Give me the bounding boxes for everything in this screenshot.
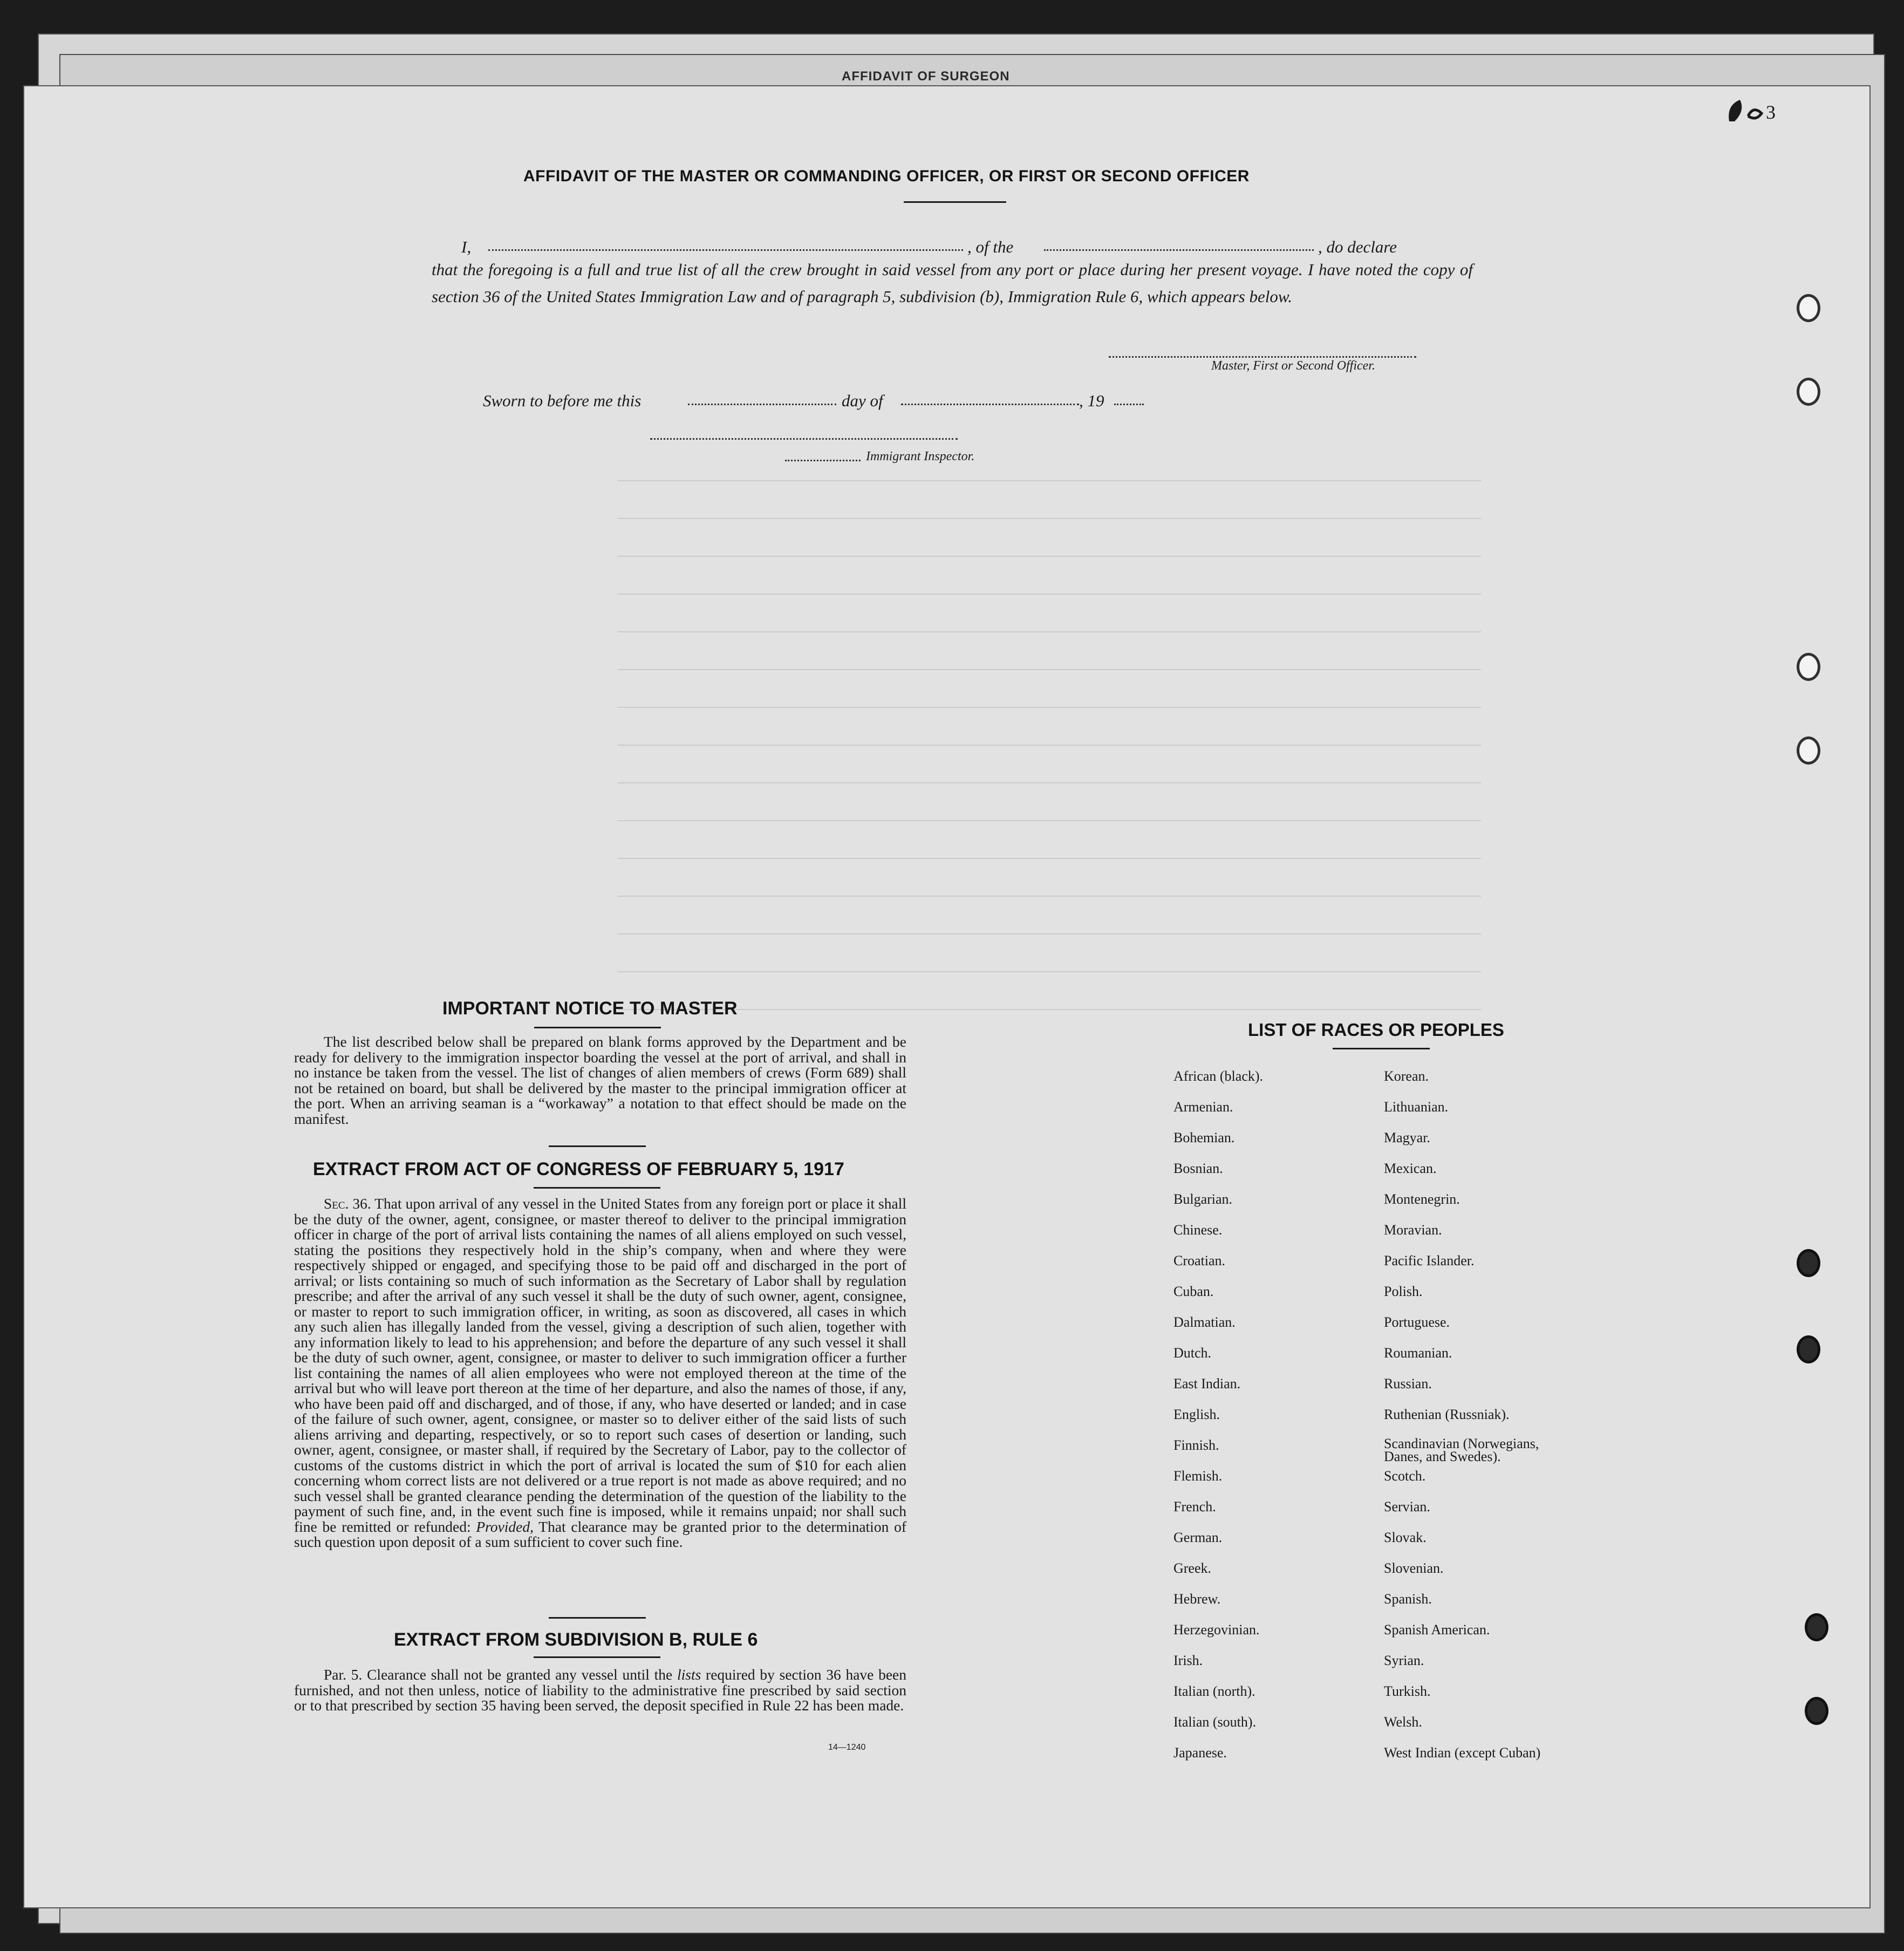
extract-rule-title-rule <box>534 1656 660 1658</box>
lists-word: lists <box>677 1666 701 1683</box>
sworn-month-field[interactable] <box>901 404 1079 405</box>
race-item: West Indian (except Cuban) <box>1384 1745 1541 1761</box>
declaration-line <box>461 237 471 257</box>
section-text-main: That upon arrival of any vessel in the United States from any foreign port or place it shall be the duty of the owner, agent, consignee, or master thereof to deliver to the principal immigration officer in charge of the port of arrival lists containing the names of all aliens employed on such vessel, stating the positions they respectively hold in the ship’s company, when and where they were respectively shipped or engaged, and specifying those to be paid off and discharged in the port of arrival; or lists containing so much of such information as the Secretary of Labor shall by regulation prescribe; and after the arrival of any such vessel it shall be the duty of such owner, agent, consignee, or master to report to such immigration officer, in writing, as soon as discovered, all cases in which any such alien has illegally landed from the vessel, giving a description of such alien, together with any information likely to lead to his apprehension; and before the departure of any such vessel it shall be the duty of such owner, agent, consignee, or master to deliver to such immigration officer a further list containing the names of all alien employees who were not employed thereon at the time of the arrival but who will leave port thereon at the time of her departure, and also the names of those, if any, who have been paid off and discharged, and of those, if any, who have deserted or landed; and in case of the failure of such owner, agent, consignee, or master so to deliver either of the said lists of such aliens arriving and departing, respectively, or so to report such cases of desertion or landing, such owner, agent, consignee, or master shall, if required by the Secretary of Labor, pay to the collector of customs of the customs district in which the port of arrival is located the sum of $10 for each alien concerning whom correct lists are not delivered or a true report is not made as above required; and no such vessel shall be granted clearance pending the determination of the question of the liability to the payment of such fine, and, in the event such fine is imposed, while it remains unpaid; nor shall such fine be remitted or refunded: <box>294 1195 906 1535</box>
race-item: Scandinavian (Norwegians, Danes, and Swedes). <box>1384 1436 1539 1464</box>
section-text-end: That clearance may be granted prior to the determination of such question upon deposit of a sum sufficient to cover such fine. <box>294 1518 906 1550</box>
race-item: Chinese. <box>1173 1222 1223 1238</box>
name-field[interactable] <box>488 249 963 251</box>
race-item: Russian. <box>1384 1376 1432 1391</box>
race-item: Magyar. <box>1384 1130 1430 1145</box>
master-signature-field[interactable] <box>1109 356 1416 358</box>
race-item: French. <box>1173 1499 1216 1515</box>
inspector-signature-field[interactable] <box>650 438 958 440</box>
race-item: Turkish. <box>1384 1683 1431 1699</box>
form-number: 14—1240 <box>828 1743 866 1752</box>
race-item: Dutch. <box>1173 1345 1212 1361</box>
notice-paragraph: The list described below shall be prepared on blank forms approved by the Department and be ready for delivery to the immigration inspector boarding the vessel at the port of arrival, and shall in no instance be taken from the vessel. The list of changes of alien members of crews (Form 689) shall not be retained on board, but shall be delivered by the master to the principal immigration officer at the port. When an arriving seaman is a “workaway” a notation to that effect should be made on the manifest. <box>294 1033 906 1127</box>
race-item: Irish. <box>1173 1653 1203 1668</box>
extract-rule-title: EXTRACT FROM SUBDIVISION B, RULE 6 <box>394 1629 758 1650</box>
rule-text-start: Par. 5. Clearance shall not be granted any vessel until the <box>324 1666 673 1683</box>
extract-act-text <box>294 1196 906 1550</box>
sworn-day-of: day of <box>842 391 883 410</box>
sworn-year: , 19 <box>1079 391 1104 410</box>
race-item: Roumanian. <box>1384 1345 1452 1361</box>
race-item: Montenegrin. <box>1384 1191 1460 1207</box>
race-item: German. <box>1173 1530 1223 1545</box>
race-item: Flemish. <box>1173 1468 1223 1484</box>
race-item: Spanish. <box>1384 1591 1432 1607</box>
binder-hole <box>1797 1335 1820 1363</box>
race-item: Korean. <box>1384 1068 1429 1084</box>
race-item: Bulgarian. <box>1173 1191 1233 1207</box>
race-item: Cuban. <box>1173 1284 1214 1299</box>
race-item: English. <box>1173 1407 1220 1422</box>
extract-act-title: EXTRACT FROM ACT OF CONGRESS OF FEBRUARY 5, 1917 <box>313 1159 844 1179</box>
affidavit-title-rule <box>904 201 1006 203</box>
binder-hole <box>1805 1613 1828 1641</box>
extract-act-end-rule <box>549 1617 646 1619</box>
master-signature-label: Master, First or Second Officer. <box>1211 359 1375 373</box>
race-item: Greek. <box>1173 1560 1212 1576</box>
declaration-of-the: , of the <box>967 237 1014 256</box>
races-title: LIST OF RACES OR PEOPLES <box>1248 1020 1504 1040</box>
race-item: Lithuanian. <box>1384 1099 1449 1115</box>
extract-rule-text <box>294 1667 906 1714</box>
corner-page-mark <box>1724 94 1783 127</box>
race-item: Slovenian. <box>1384 1560 1444 1576</box>
binder-hole <box>1797 1249 1820 1277</box>
race-item: Pacific Islander. <box>1384 1253 1475 1268</box>
provided-label: Provided, <box>476 1518 534 1535</box>
race-item: Finnish. <box>1173 1437 1219 1453</box>
extract-rule-paragraph <box>294 1667 906 1714</box>
svg-text:3: 3 <box>1766 101 1776 123</box>
sworn-text: Sworn to before me this <box>483 391 642 410</box>
sworn-day-field[interactable] <box>688 404 836 405</box>
notice-title: IMPORTANT NOTICE TO MASTER <box>442 998 738 1019</box>
binder-hole <box>1797 294 1820 322</box>
sworn-year-field[interactable] <box>1114 404 1144 405</box>
race-item: Croatian. <box>1173 1253 1226 1268</box>
extract-act-paragraph <box>294 1196 906 1550</box>
race-item: African (black). <box>1173 1068 1264 1084</box>
notice-text <box>294 1034 906 1127</box>
declaration-i: I, <box>461 237 472 256</box>
race-item: Slovak. <box>1384 1530 1427 1545</box>
race-item: East Indian. <box>1173 1376 1241 1391</box>
inspector-prefix-dots <box>785 460 861 461</box>
race-item: Portuguese. <box>1384 1314 1450 1330</box>
binder-hole <box>1805 1697 1828 1725</box>
vessel-field[interactable] <box>1044 249 1314 251</box>
races-title-rule <box>1333 1048 1430 1049</box>
race-item: Bohemian. <box>1173 1130 1235 1145</box>
declaration-body: that the foregoing is a full and true list of all the crew brought in said vessel from any port or place during her present voyage. I have noted the copy of section 36 of the United States Immigration Law and of paragraph 5, subdivision (b), Immigration Rule 6, which appears below. <box>432 260 1473 306</box>
notice-end-rule <box>549 1145 646 1147</box>
race-item: Dalmatian. <box>1173 1314 1236 1330</box>
race-item: Bosnian. <box>1173 1161 1223 1176</box>
race-item: Scotch. <box>1384 1468 1426 1484</box>
section-label: Sec. 36. <box>324 1195 371 1212</box>
form-sheet <box>24 86 1869 1907</box>
inspector-label: Immigrant Inspector. <box>866 449 975 463</box>
binder-hole <box>1797 378 1820 406</box>
race-item: Moravian. <box>1384 1222 1442 1238</box>
affidavit-title: AFFIDAVIT OF THE MASTER OR COMMANDING OFFICER, OR FIRST OR SECOND OFFICER <box>523 167 1250 185</box>
handwritten-mark-icon <box>1724 94 1783 127</box>
race-item: Mexican. <box>1384 1161 1437 1176</box>
race-item: Italian (north). <box>1173 1683 1255 1699</box>
declaration-declare: , do declare <box>1318 237 1397 256</box>
race-item: Armenian. <box>1173 1099 1233 1115</box>
race-item: Servian. <box>1384 1499 1430 1515</box>
notice-title-rule <box>534 1027 661 1028</box>
race-item: Japanese. <box>1173 1745 1227 1761</box>
race-item: Hebrew. <box>1173 1591 1221 1607</box>
race-item: Welsh. <box>1384 1714 1422 1730</box>
race-item: Syrian. <box>1384 1653 1424 1668</box>
extract-act-title-rule <box>534 1187 660 1189</box>
binder-hole <box>1797 653 1820 681</box>
race-item: Herzegovinian. <box>1173 1622 1260 1638</box>
race-item: Italian (south). <box>1173 1714 1257 1730</box>
race-item: Polish. <box>1384 1284 1423 1299</box>
race-item: Ruthenian (Russniak). <box>1384 1407 1510 1422</box>
binder-hole <box>1797 736 1820 765</box>
rule-text-end: required by section 36 have been furnished, and not then unless, notice of liability to the administrative fine prescribed by said section or to that prescribed by section 35 having been served, the deposit specified in Rule 22 has been made. <box>294 1666 907 1714</box>
race-item: Spanish American. <box>1384 1622 1490 1638</box>
top-strip-heading: AFFIDAVIT OF SURGEON <box>842 69 1010 84</box>
